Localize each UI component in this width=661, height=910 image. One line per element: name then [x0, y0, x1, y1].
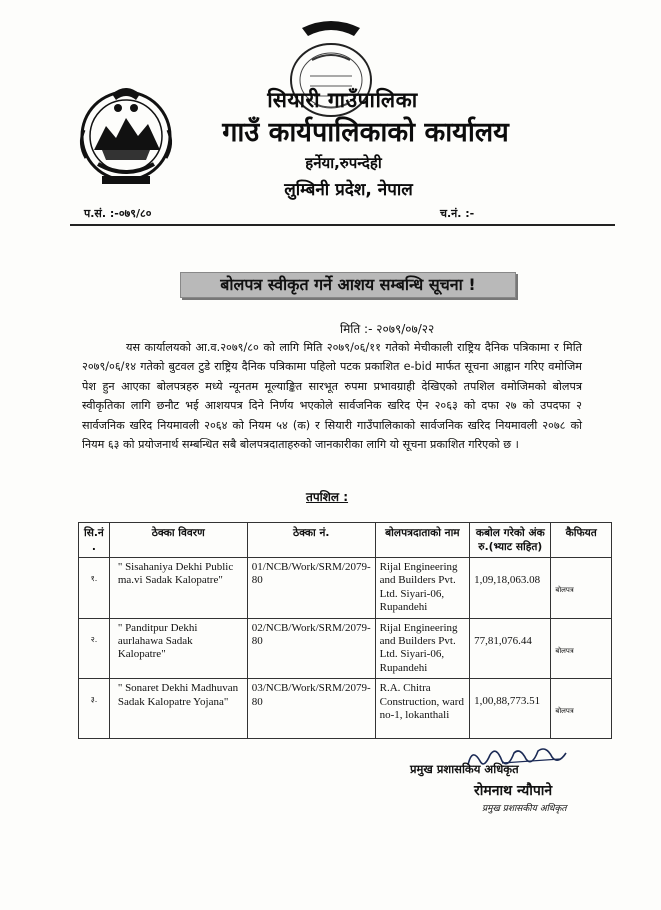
office-name: गाउँ कार्यपालिकाको कार्यालय — [222, 117, 509, 148]
row-contract-no: 01/NCB/Work/SRM/2079-80 — [247, 558, 375, 619]
row-sn: १. — [79, 558, 110, 619]
header-bidder: बोलपत्रदाताको नाम — [375, 523, 470, 558]
header-divider — [70, 224, 615, 226]
row-sn: ३. — [79, 679, 110, 739]
bid-table — [78, 522, 612, 739]
row-description: " Panditpur Dekhi aurlahawa Sadak Kalopatre" — [109, 618, 247, 679]
header-remarks: कैफियत — [551, 523, 612, 558]
row-contract-no: 02/NCB/Work/SRM/2079-80 — [247, 618, 375, 679]
table-row — [79, 618, 612, 679]
header-sn: सि.नं . — [79, 523, 110, 558]
row-bidder: Rijal Engineering and Builders Pvt. Ltd. Siyari-06, Rupandehi — [375, 558, 470, 619]
table-header-row — [79, 523, 612, 558]
header-description: ठेक्का विवरण — [109, 523, 247, 558]
notice-title: बोलपत्र स्वीकृत गर्ने आशय सम्बन्धि सूचना ! — [180, 272, 516, 298]
letter-number: प.सं. :-०७९/८० — [84, 207, 152, 220]
row-amount: 1,00,88,773.51 — [470, 679, 551, 739]
table-row — [79, 679, 612, 739]
signatory-name: रोमनाथ न्यौपाने — [474, 783, 553, 799]
details-heading: तपशिल : — [306, 490, 349, 504]
notice-body — [82, 338, 582, 454]
row-description: " Sisahaniya Dekhi Public ma.vi Sadak Kalopatre" — [109, 558, 247, 619]
municipality-name: सियारी गाउँपालिका — [267, 88, 418, 112]
row-remarks: बोलपत्र — [551, 618, 612, 679]
province-name: लुम्बिनी प्रदेश, नेपाल — [284, 180, 413, 200]
row-remarks: बोलपत्र — [551, 679, 612, 739]
header-amount: कबोल गरेको अंक रु.(भ्याट सहित) — [470, 523, 551, 558]
notice-paragraph: यस कार्यालयको आ.व.२०७९/८० को लागि मिति २०७९/०६/११ गतेको मेचीकाली राष्ट्रिय दैनिक पत्रिकामा र मिति २०७९/०६/१४ गतेको बुटवल टुडे राष्ट्रिय दैनिक पत्रिकामा पहिलो पटक प्रकाशित e-bid मार्फत सूचना आह्वान गरिए वमोजिम पेश हुन आएका बोलपत्रहरु मध्ये न्यूनतम मूल्याङ्कित सारभूत रुपमा प्रभावग्राही देखिएको तपशिल वमोजिमको बोलपत्र स्वीकृतिका लागि छनौट भई आशयपत्र दिने निर्णय भएकोले सार्वजनिक खरिद ऐन २०६३ को दफा २७ को उपदफा २ सार्वजनिक खरिद नियमावली २०६४ को नियम ५४ (क) र सियारी गाउँपालिकाको सार्वजनिक खरिद नियमावली २०७८ को नियम ६३ को प्रयोजनार्थ सम्बन्धित सबै बोलपत्रदाताहरुको जानकारीका लागि यो सूचना प्रकाशित गरिएको छ । — [82, 341, 582, 452]
notice-date: मिति :- २०७९/०७/२२ — [340, 322, 435, 336]
row-bidder: R.A. Chitra Construction, ward no-1, lokanthali — [375, 679, 470, 739]
row-description: " Sonaret Dekhi Madhuvan Sadak Kalopatre Yojana" — [109, 679, 247, 739]
header-contract-no: ठेक्का नं. — [247, 523, 375, 558]
row-sn: २. — [79, 618, 110, 679]
row-remarks: बोलपत्र — [551, 558, 612, 619]
row-amount: 1,09,18,063.08 — [470, 558, 551, 619]
row-amount: 77,81,076.44 — [470, 618, 551, 679]
row-contract-no: 03/NCB/Work/SRM/2079-80 — [247, 679, 375, 739]
dispatch-number: च.नं. :- — [440, 207, 475, 220]
row-bidder: Rijal Engineering and Builders Pvt. Ltd. Siyari-06, Rupandehi — [375, 618, 470, 679]
signatory-title: प्रमुख प्रशासकिय अधिकृत — [410, 762, 519, 776]
table-row — [79, 558, 612, 619]
signatory-stamp: प्रमुख प्रशासकीय अधिकृत — [482, 804, 567, 814]
office-address: हर्नेया,रुपन्देही — [305, 154, 382, 172]
